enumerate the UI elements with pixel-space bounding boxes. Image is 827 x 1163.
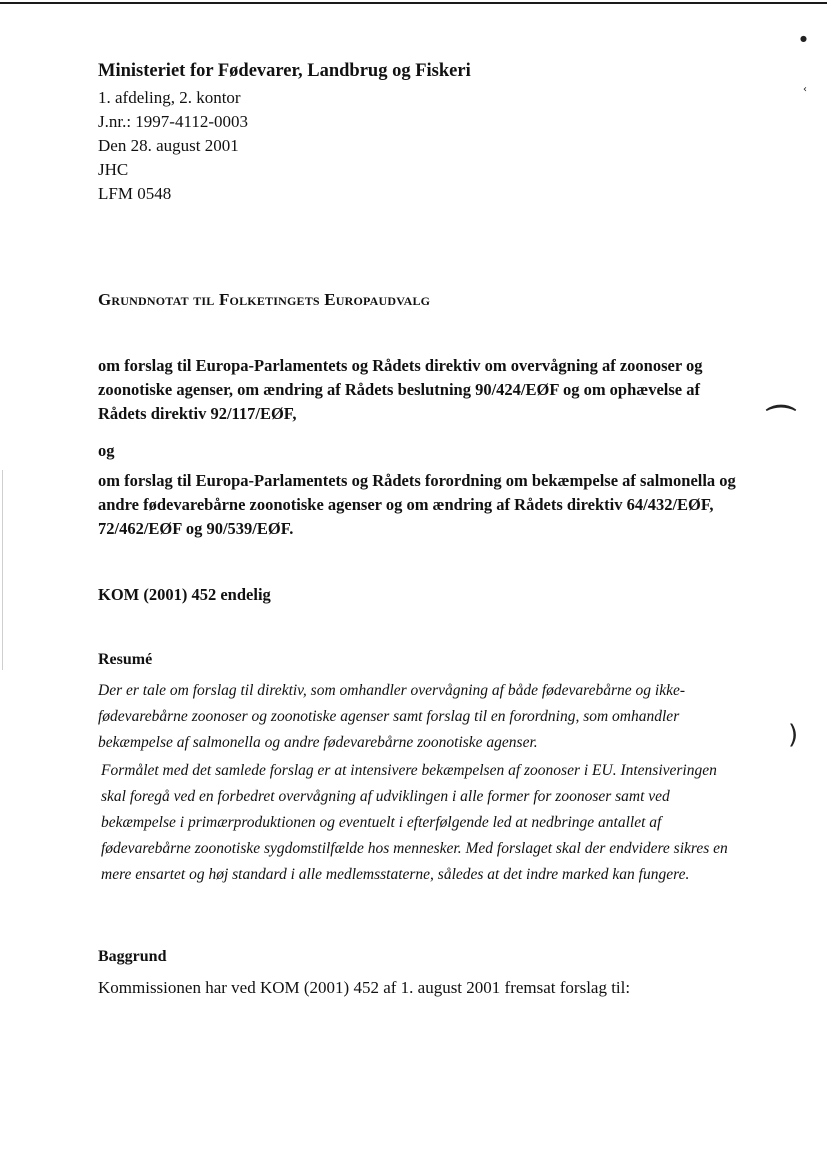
author-initials: JHC [98,160,129,179]
scan-margin-line [2,470,3,670]
sender-organization: Ministeriet for Fødevarer, Landbrug og Fiskeri [98,61,471,81]
sender-department: 1. afdeling, 2. kontor [98,88,241,107]
hole-punch-mark: ) [788,720,799,750]
top-border [0,2,827,4]
resume-heading: Resumé [98,651,153,668]
subject-connector: og [98,441,115,460]
resume-paragraph-1: Der er tale om forslag til direktiv, som omhandler overvågning af både fødevarebårne og ikke-fødevarebårne zoonoser og zoonotiske agenser samt forslag til en forordning, som omhandler bekæmpelse af salmonella og andre fødevarebårne zoonotiske agenser. [98,682,686,751]
scan-speck: ● [800,34,807,43]
subject-regulation: om forslag til Europa-Parlamentets og Rådets forordning om bekæmpelse af salmonella og andre fødevarebårne zoonotiske agenser og om ændring af Rådets direktiv 64/432/EØF, 72/462/EØF og 90/539/EØF. [98,471,736,538]
journal-number: J.nr.: 1997-4112-0003 [98,112,249,131]
document-date: Den 28. august 2001 [98,136,239,155]
background-paragraph-1: Kommissionen har ved KOM (2001) 452 af 1. august 2001 fremsat forslag til: [98,978,631,997]
resume-paragraph-2: Formålet med det samlede forslag er at intensivere bekæmpelsen af zoonoser i EU. Intensiveringen skal foregå ved en forbedret overvågning af udviklingen i alle former for zoonoser samt ved bekæmpelse i primærproduktionen og eventuelt i efterfølgende led at nedbringe antallet af fødevarebårne zoonotiske sygdomstilfælde hos mennesker. Med forslaget skal der endvidere sikres en mere ensartet og høj standard i alle medlemsstaterne, således at det indre marked kan fungere. [101,762,728,883]
scan-speck: ‹ [803,84,807,95]
document-title: Grundnotat til Folketingets Europaudvalg [98,290,431,309]
hole-punch-mark: ⌒ [766,404,796,439]
subject-directive: om forslag til Europa-Parlamentets og Rådets direktiv om overvågning af zoonoser og zoonotiske agenser, om ændring af Rådets beslutning 90/424/EØF og om ophævelse af Rådets direktiv 92/117/EØF, [98,356,703,423]
background-heading: Baggrund [98,948,167,965]
reference-number: KOM (2001) 452 endelig [98,585,271,604]
document-code: LFM 0548 [98,184,172,203]
